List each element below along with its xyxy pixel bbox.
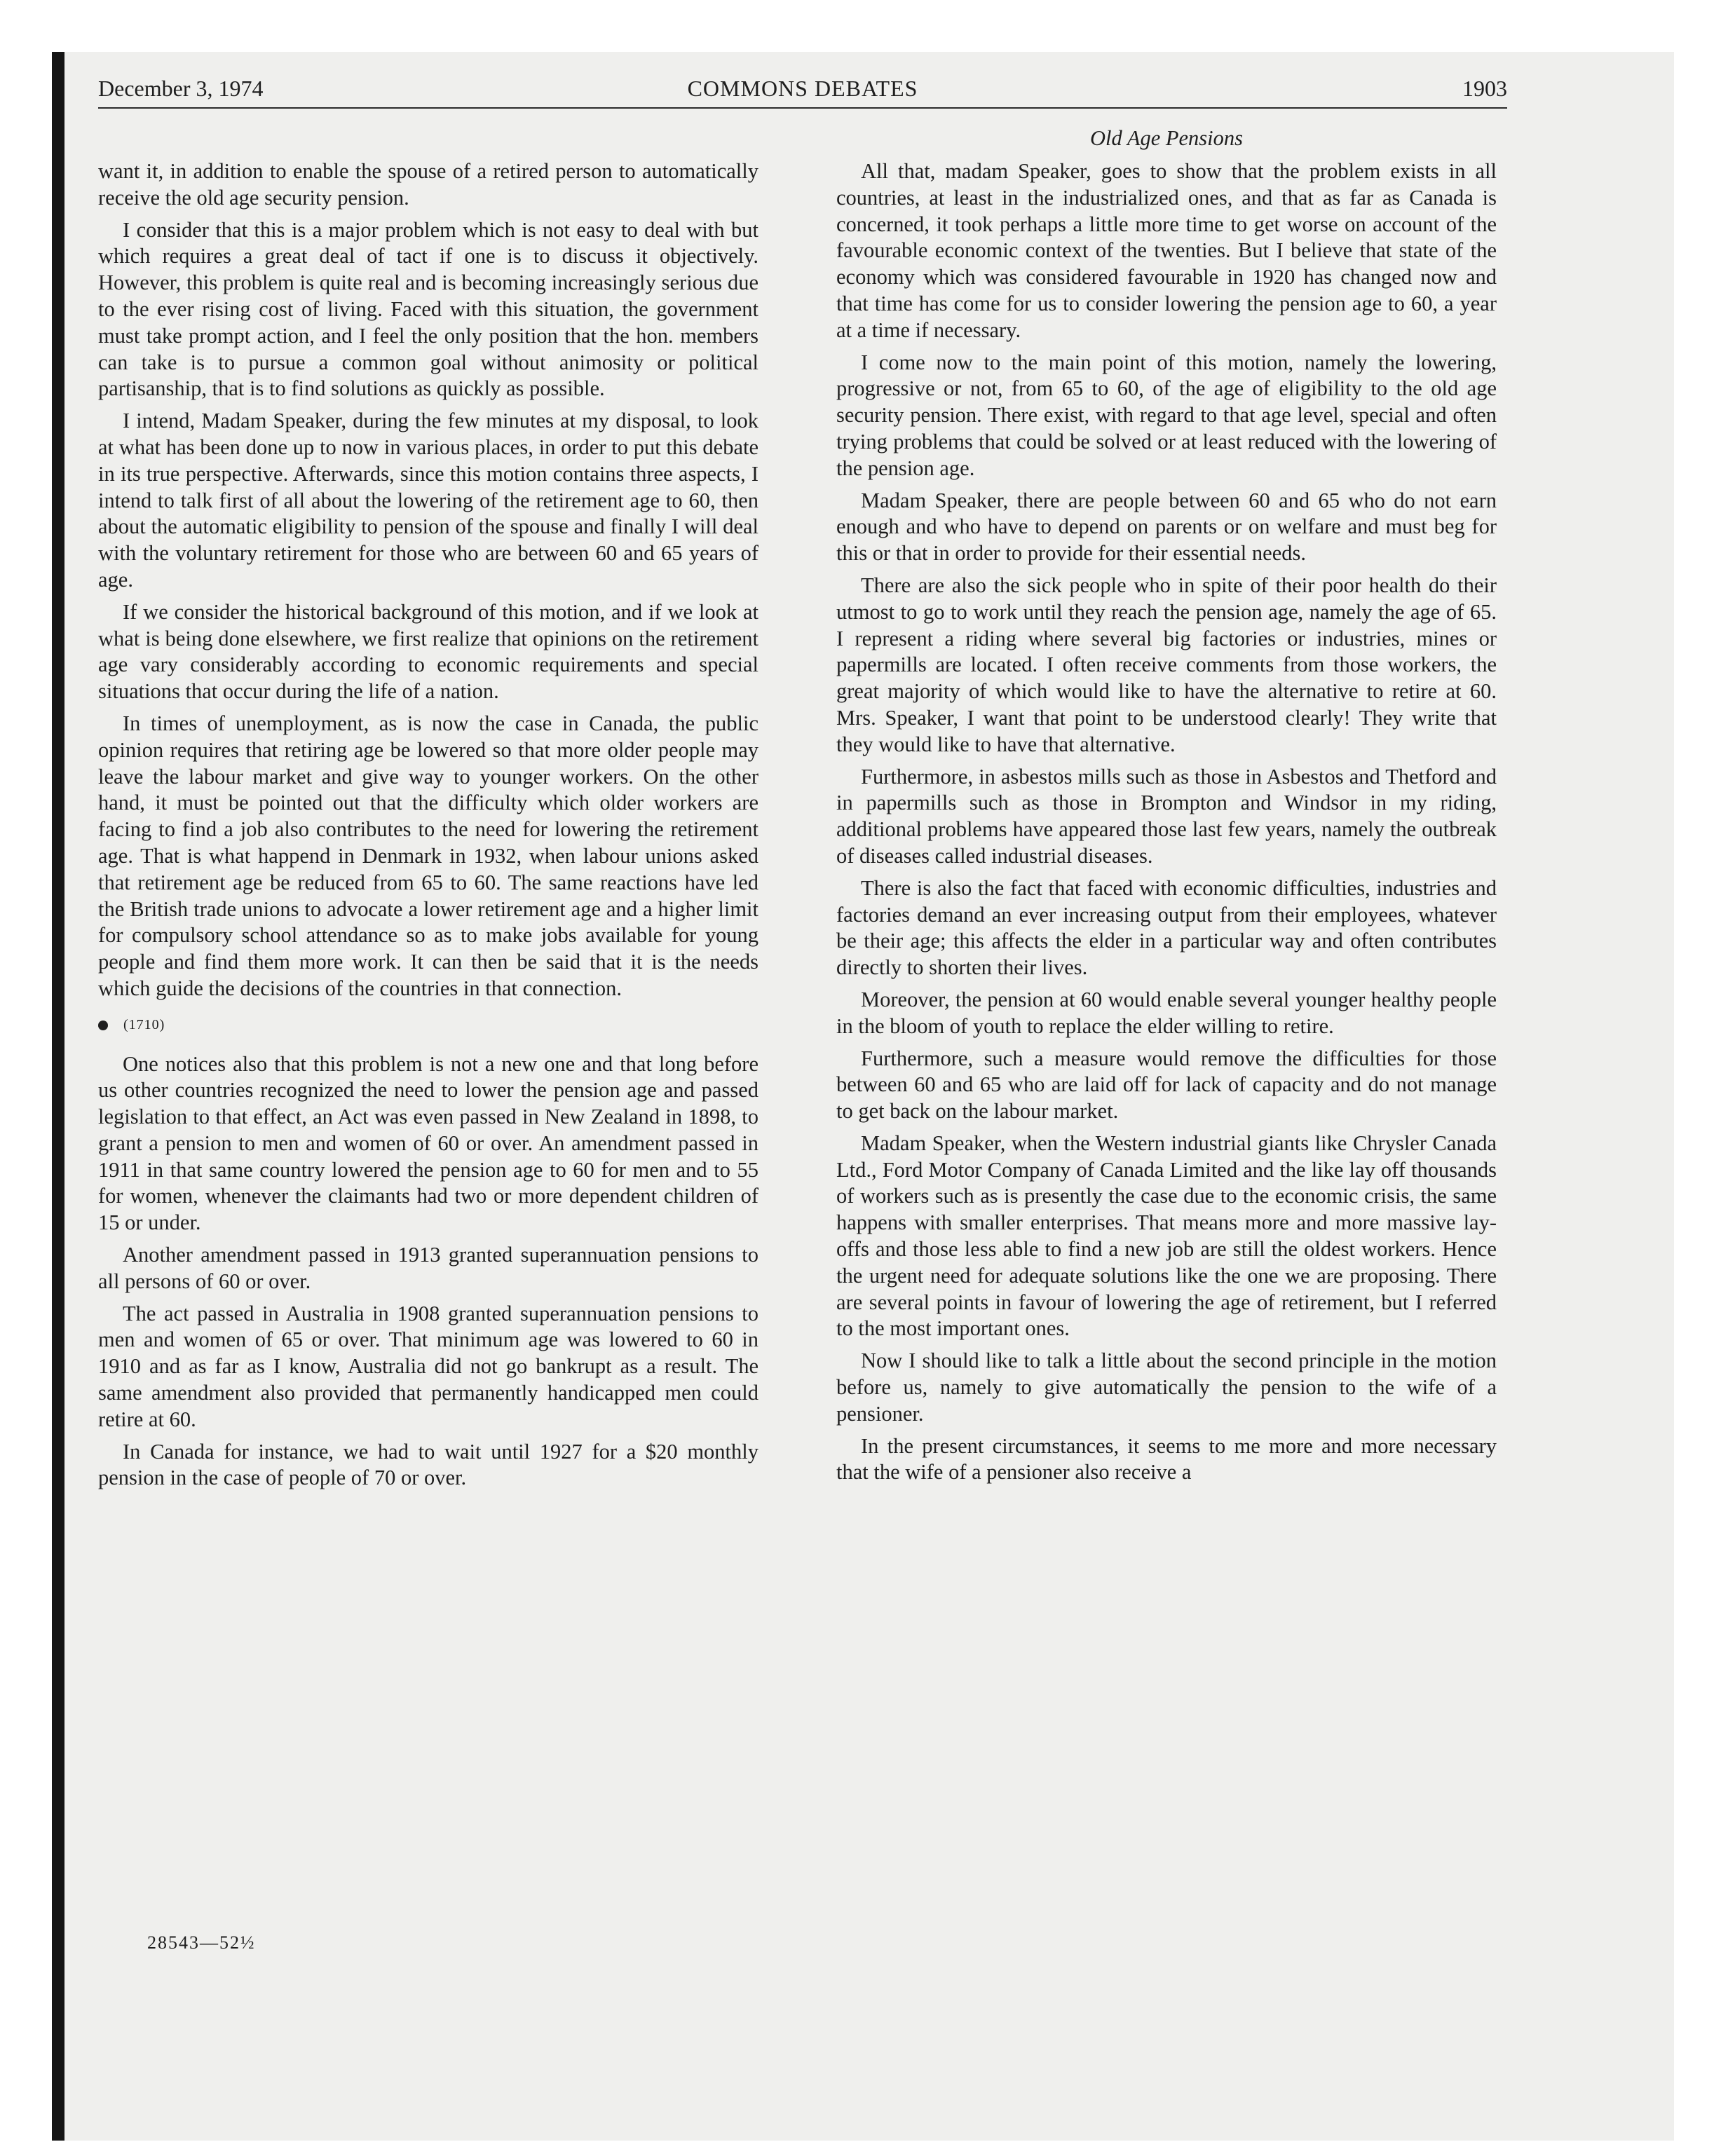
header-page-number: 1903 (1462, 76, 1507, 101)
time-marker (98, 1012, 758, 1039)
paragraph: Furthermore, such a measure would remove the difficulties for those between 60 and 65 who are laid off for lack of capacity and do not manage to get back on the labour market. (836, 1046, 1497, 1124)
left-column (98, 158, 758, 1497)
right-column (836, 158, 1497, 1492)
header-date: December 3, 1974 (98, 76, 264, 101)
paragraph: In times of unemployment, as is now the case in Canada, the public opinion requires that retiring age be lowered so that more older people may leave the labour market and give way to younger workers. On the other hand, it must be pointed out that the difficulty which older workers are facing to find a job also contributes to the need for lowering the retirement age. That is what happend in Denmark in 1932, when labour unions asked that retirement age be reduced from 65 to 60. The same reactions have led the British trade unions to advocate a lower retirement age and a higher limit for compulsory school attendance so as to make jobs available for young people and find them more work. It can then be said that it is the needs which guide the decisions of the countries in that connection. (98, 711, 758, 1000)
header-title: COMMONS DEBATES (687, 76, 918, 101)
paragraph: Another amendment passed in 1913 granted superannuation pensions to all persons of 60 or over. (98, 1243, 758, 1293)
paragraph: I intend, Madam Speaker, during the few minutes at my disposal, to look at what has been done up to now in various places, in order to put this debate in its true perspective. Afterwards, since this motion contains three aspects, I intend to talk first of all about the lowering of the retirement age to 60, then about the automatic eligibility to pension of the spouse and finally I will deal with the voluntary retirement for those who are between 60 and 65 years of age. (98, 409, 758, 592)
paragraph: I come now to the main point of this motion, namely the lowering, progressive or not, from 65 to 60, of the age of eligibility to the old age security pension. There exist, with regard to that age level, special and often trying problems that could be solved or at least reduced with the lowering of the pension age. (836, 350, 1497, 480)
bullet-dot-icon (98, 1021, 108, 1030)
paragraph: Furthermore, in asbestos mills such as those in Asbestos and Thetford and in papermills such as those in Brompton and Windsor in my riding, additional problems have appeared those last few years, namely the outbreak of diseases called industrial diseases. (836, 764, 1497, 868)
page-header (98, 76, 1507, 107)
paragraph: Madam Speaker, when the Western industrial giants like Chrysler Canada Ltd., Ford Motor Company of Canada Limited and the like lay off thousands of workers such as is presently the case due to the economic crisis, the same happens with smaller enterprises. That means more and more massive lay-offs and those less able to find a new job are still the oldest workers. Hence the urgent need for adequate solutions like the one we are proposing. There are several points in favour of lowering the age of retirement, but I referred to the most important ones. (836, 1131, 1497, 1341)
paragraph: There are also the sick people who in spite of their poor health do their utmost to go to work until they reach the pension age, namely the age of 65. I represent a riding where several big factories or industries, mines or papermills are located. I often receive comments from those workers, the great majority of which would like to have the alternative to retire at 60. Mrs. Speaker, I want that point to be understood clearly! They write that they would like to have that alternative. (836, 573, 1497, 756)
paragraph: Moreover, the pension at 60 would enable several younger healthy people in the bloom of youth to replace the elder willing to retire. (836, 987, 1497, 1038)
paragraph: The act passed in Australia in 1908 granted superannuation pensions to men and women of 65 or over. That minimum age was lowered to 60 in 1910 and as far as I know, Australia did not go bankrupt as a result. The same amendment also provided that permanently handicapped men could retire at 60. (98, 1301, 758, 1431)
paragraph: want it, in addition to enable the spouse of a retired person to automatically receive the old age security pension. (98, 159, 758, 210)
paragraph: There is also the fact that faced with economic difficulties, industries and factories demand an ever increasing output from their employees, whatever be their age; this affects the elder in a particular way and often contributes directly to shorten their lives. (836, 875, 1497, 980)
paragraph: I consider that this is a major problem which is not easy to deal with but which requires a great deal of tact if one is to discuss it objectively. However, this problem is quite real and is becoming increasingly serious due to the ever rising cost of living. Faced with this situation, the government must take prompt action, and I feel the only position that the hon. members can take is to pursue a common goal without animosity or political partisanship, that is to find solutions as quickly as possible. (98, 217, 758, 401)
header-rule (98, 107, 1507, 109)
paragraph: In the present circumstances, it seems to me more and more necessary that the wife of a pensioner also receive a (836, 1433, 1497, 1485)
paragraph: One notices also that this problem is not a new one and that long before us other countries recognized the need to lower the pension age and passed legislation to that effect, an Act was even passed in New Zealand in 1898, to grant a pension to men and women of 60 or over. An amendment passed in 1911 in that same country lowered the pension age to 60 for men and to 55 for women, whenever the claimants had two or more dependent children of 15 or under. (98, 1051, 758, 1235)
section-subheading: Old Age Pensions (1090, 126, 1243, 150)
paragraph: If we consider the historical background of this motion, and if we look at what is being done elsewhere, we first realize that opinions on the retirement age vary considerably according to economic requirements and special situations that occur during the life of a nation. (98, 599, 758, 704)
paragraph: All that, madam Speaker, goes to show that the problem exists in all countries, at least in the industrialized ones, and that as far as Canada is concerned, it took perhaps a little more time to get worse on account of the favourable economic context of the twenties. But I believe that state of the economy which was considered favourable in 1920 has changed now and that time has come for us to consider lowering the pension age to 60, a year at a time if necessary. (836, 159, 1497, 342)
paragraph: In Canada for instance, we had to wait until 1927 for a $20 monthly pension in the case of people of 70 or over. (98, 1439, 758, 1490)
paragraph: Madam Speaker, there are people between 60 and 65 who do not earn enough and who have to depend on parents or on welfare and must beg for this or that in order to provide for their essential needs. (836, 488, 1497, 566)
footer-print-code: 28543—52½ (147, 1932, 256, 1953)
paragraph: Now I should like to talk a little about the second principle in the motion before us, namely to give automatically the pension to the wife of a pensioner. (836, 1349, 1497, 1426)
time-marker-label: (1710) (123, 1016, 165, 1032)
